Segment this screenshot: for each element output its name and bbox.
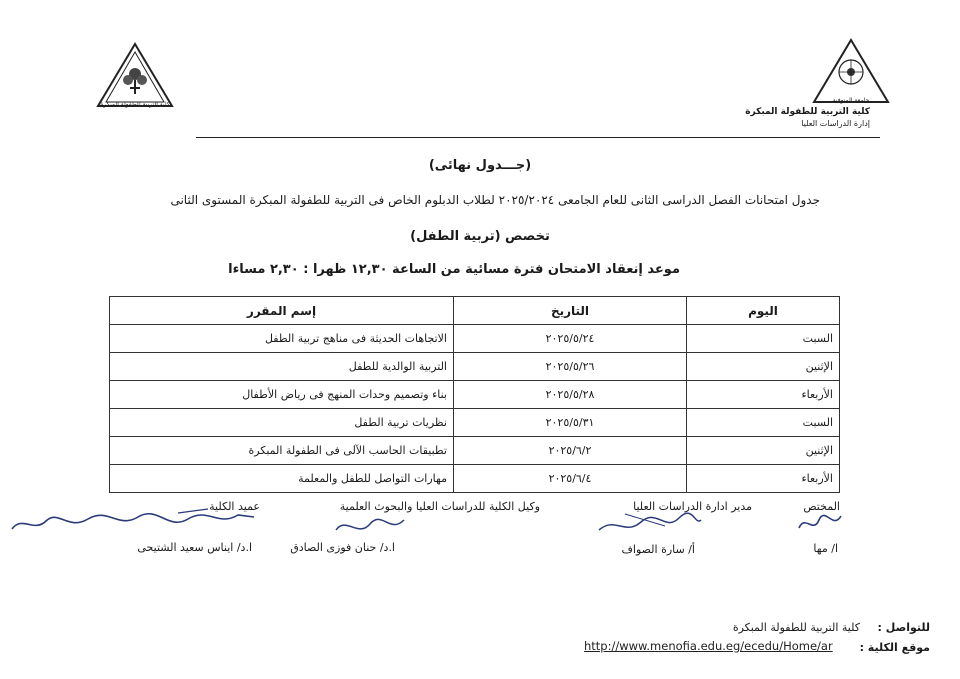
header-date: التاريخ: [454, 297, 687, 325]
row-course: التربية الوالدية للطفل: [110, 353, 454, 381]
exam-schedule-table: [109, 296, 840, 493]
director-name: أ/ سارة الصواف: [621, 543, 695, 556]
contact-value: كلية التربية للطفولة المبكرة: [732, 621, 860, 634]
exam-time: موعد إنعقاد الامتحان فترة مسائية من الساعة ١٢,٣٠ ظهرا : ٢,٣٠ مساءا: [228, 262, 680, 277]
row-day: السبت: [687, 409, 840, 437]
table-row: [110, 353, 840, 381]
department-name: إدارة الدراسات العليا: [801, 119, 870, 128]
row-date: ٢٠٢٥/٦/٤: [454, 465, 687, 493]
row-date: ٢٠٢٥/٥/٣١: [454, 409, 687, 437]
vice-dean-name: ا.د/ حنان فوزى الصادق: [290, 541, 395, 554]
dean-title: عميد الكلية: [209, 500, 260, 513]
contact-label: للتواصل :: [877, 621, 930, 634]
row-date: ٢٠٢٥/٦/٢: [454, 437, 687, 465]
table-row: [110, 325, 840, 353]
row-course: مهارات التواصل للطفل والمعلمة: [110, 465, 454, 493]
row-day: الأربعاء: [687, 465, 840, 493]
row-day: الإثنين: [687, 353, 840, 381]
faculty-website-link[interactable]: http://www.menofia.edu.eg/ecedu/Home/ar: [584, 639, 833, 653]
specialist-title: المختص: [803, 500, 840, 513]
table-header-row: [110, 297, 840, 325]
table-row: [110, 409, 840, 437]
header-day: اليوم: [687, 297, 840, 325]
vice-dean-signature-icon: [330, 512, 410, 542]
faculty-logo: [94, 40, 176, 112]
left-logo-caption: كلية التربية للطفولة المبكرة: [100, 101, 170, 108]
document-subtitle: جدول امتحانات الفصل الدراسى الثانى للعام الجامعى ٢٠٢٥/٢٠٢٤ لطلاب الدبلوم الخاص فى التربية للطفولة المبكرة المستوى الثانى: [170, 193, 820, 207]
specialization: تخصص (تربية الطفل): [410, 229, 550, 244]
row-day: الأربعاء: [687, 381, 840, 409]
specialist-name: ا/ مها: [813, 542, 838, 555]
table-row: [110, 381, 840, 409]
dean-name: ا.د/ ايناس سعيد الشتيحى: [137, 541, 252, 554]
row-date: ٢٠٢٥/٥/٢٨: [454, 381, 687, 409]
row-day: السبت: [687, 325, 840, 353]
row-date: ٢٠٢٥/٥/٢٦: [454, 353, 687, 381]
right-logo-caption: جامعة المنوفية: [832, 97, 870, 104]
university-logo: [810, 36, 892, 108]
director-signature-icon: [595, 508, 705, 540]
header-divider: [196, 137, 880, 138]
row-date: ٢٠٢٥/٥/٢٤: [454, 325, 687, 353]
row-course: الاتجاهات الحديثة فى مناهج تربية الطفل: [110, 325, 454, 353]
table-row: [110, 465, 840, 493]
vice-dean-title: وكيل الكلية للدراسات العليا والبحوث العلمية: [339, 500, 540, 513]
row-course: بناء وتصميم وحدات المنهج فى رياض الأطفال: [110, 381, 454, 409]
site-label: موقع الكلية :: [859, 641, 930, 654]
header-course: إسم المقرر: [110, 297, 454, 325]
row-day: الإثنين: [687, 437, 840, 465]
row-course: تطبيقات الحاسب الآلى فى الطفولة المبكرة: [110, 437, 454, 465]
document-title: (جـــدول نهائى): [428, 158, 532, 173]
row-course: نظريات تربية الطفل: [110, 409, 454, 437]
faculty-name: كلية التربية للطفولة المبكرة: [745, 107, 870, 117]
dean-signature-icon: [8, 505, 258, 541]
table-row: [110, 437, 840, 465]
director-title: مدير ادارة الدراسات العليا: [633, 500, 752, 513]
specialist-signature-icon: [795, 508, 845, 538]
